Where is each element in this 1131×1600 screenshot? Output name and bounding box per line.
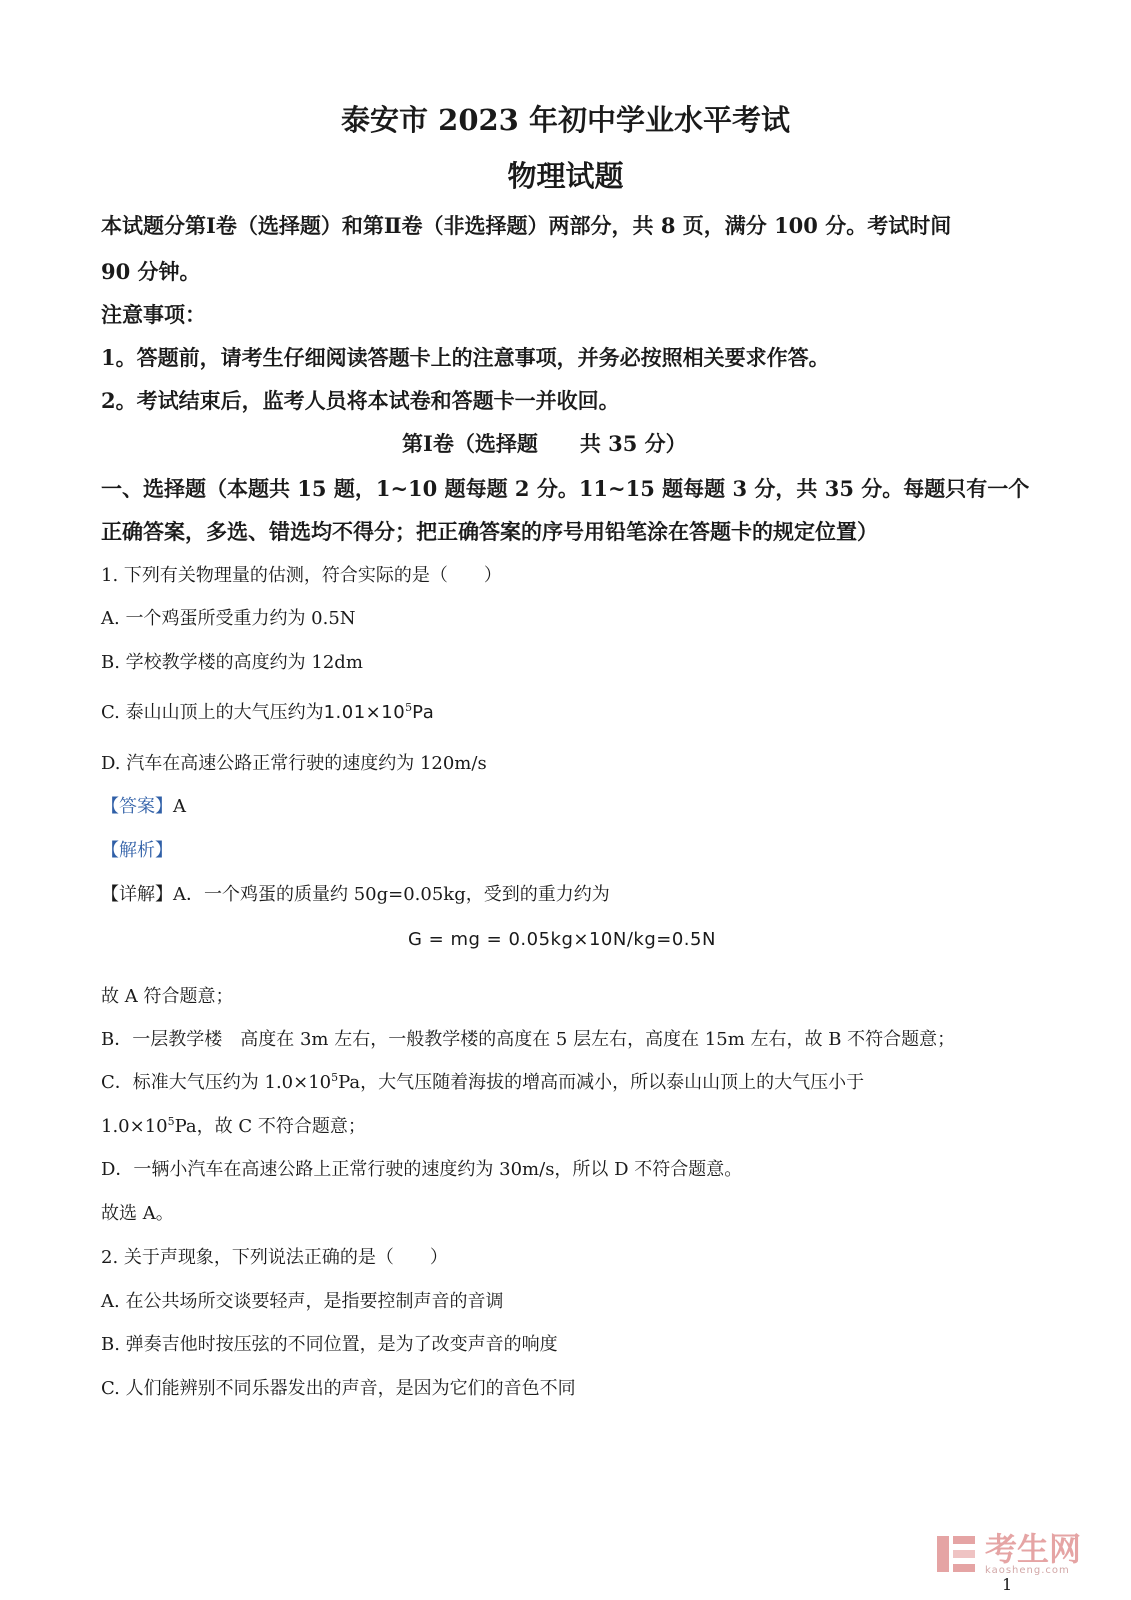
- detail-text: C．标准大气压约为 1.0×10: [101, 1072, 332, 1093]
- page-number: 1: [1002, 1575, 1013, 1594]
- detail-text: 1.0×10: [101, 1116, 168, 1137]
- section-instruction: 一、选择题（本题共 15 题，1~10 题每题 2 分。11~15 题每题 3 分，共 35 分。每题只有一个: [101, 476, 1030, 501]
- question-stem: 2. 关于声现象，下列说法正确的是（ ）: [101, 1247, 448, 1268]
- notice-title: 注意事项：: [101, 302, 206, 327]
- option-c-value: 1.01×10: [323, 702, 406, 723]
- option-c: C. 人们能辨别不同乐器发出的声音，是因为它们的音色不同: [101, 1378, 576, 1399]
- detail-tag: 【详解】: [101, 884, 173, 905]
- answer-tag: 【答案】: [101, 796, 173, 817]
- watermark-url: kaosheng.com: [984, 1564, 1070, 1576]
- intro-line: 本试题分第Ⅰ卷（选择题）和第Ⅱ卷（非选择题）两部分，共 8 页，满分 100 分。考试时间: [101, 213, 952, 238]
- detail-line: D．一辆小汽车在高速公路上正常行驶的速度约为 30m/s，所以 D 不符合题意。: [101, 1159, 743, 1180]
- option-b: B. 学校教学楼的高度约为 12dm: [101, 652, 363, 673]
- detail-line: [101, 1068, 864, 1094]
- section-heading: 第Ⅰ卷（选择题 共 35 分）: [402, 431, 687, 456]
- detail-line: [101, 1112, 366, 1138]
- detail-line: [101, 880, 610, 906]
- option-c-text: C. 泰山山顶上的大气压约为: [101, 702, 324, 723]
- option-b: B. 弹奏吉他时按压弦的不同位置，是为了改变声音的响度: [101, 1334, 558, 1355]
- detail-line: B．一层教学楼 高度在 3m 左右，一般教学楼的高度在 5 层左右，高度在 15m 左右，故 B 不符合题意；: [101, 1029, 956, 1050]
- option-c-exponent: 5: [405, 701, 413, 714]
- logo-icon: [935, 1532, 979, 1576]
- option-c-unit: Pa: [412, 702, 435, 723]
- detail-exponent: 5: [167, 1115, 175, 1128]
- section-instruction: 正确答案，多选、错选均不得分；把正确答案的序号用铅笔涂在答题卡的规定位置）: [101, 519, 878, 544]
- watermark-logo: [935, 1529, 1081, 1576]
- notice-item: 1。答题前，请考生仔细阅读答题卡上的注意事项，并务必按照相关要求作答。: [101, 345, 830, 370]
- option-d: D. 汽车在高速公路正常行驶的速度约为 120m/s: [101, 753, 487, 774]
- detail-text: Pa，大气压随着海拔的增高而减小，所以泰山山顶上的大气压小于: [338, 1072, 865, 1093]
- option-a: A. 在公共场所交谈要轻声，是指要控制声音的音调: [101, 1291, 504, 1312]
- answer-line: [101, 792, 186, 818]
- watermark-text: 考生网: [984, 1529, 1081, 1568]
- analysis-tag: 【解析】: [101, 840, 173, 861]
- detail-text: Pa，故 C 不符合题意；: [174, 1116, 366, 1137]
- formula: G = mg = 0.05kg×10N/kg=0.5N: [408, 929, 716, 950]
- notice-item: 2。考试结束后，监考人员将本试卷和答题卡一并收回。: [101, 388, 620, 413]
- page-title: 泰安市 2023 年初中学业水平考试: [341, 103, 790, 137]
- intro-line: 90 分钟。: [101, 259, 201, 284]
- answer-value: A: [173, 796, 186, 817]
- question-stem: 1. 下列有关物理量的估测，符合实际的是（ ）: [101, 565, 502, 586]
- conclusion: 故选 A。: [101, 1203, 174, 1224]
- detail-line: 故 A 符合题意；: [101, 986, 234, 1007]
- option-c: [101, 698, 434, 724]
- detail-text: A．一个鸡蛋的质量约 50g=0.05kg，受到的重力约为: [173, 884, 610, 905]
- option-a: A. 一个鸡蛋所受重力约为 0.5N: [101, 608, 356, 629]
- page-subtitle: 物理试题: [507, 159, 624, 193]
- detail-exponent: 5: [331, 1071, 339, 1084]
